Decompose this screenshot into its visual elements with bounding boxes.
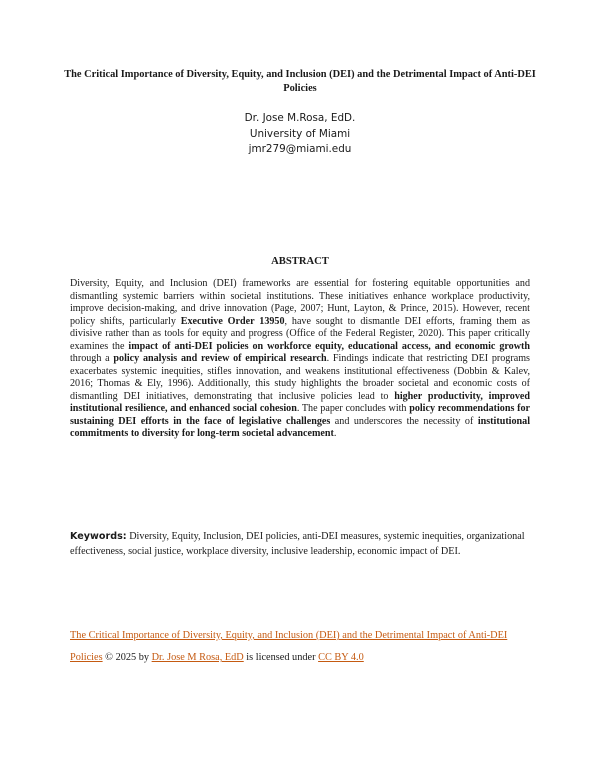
copyright-text: © 2025 by <box>102 652 152 663</box>
abstract-text: . The paper concludes with <box>296 403 410 414</box>
author-affiliation: University of Miami <box>249 127 351 140</box>
abstract-text: Diversity, Equity, and Inclusion (DEI) frameworks are essential for fostering equitable opportunities and dismantling systemic barriers within societal institutions. These initiatives enhance workplace productivity, improve decision-making, and drive innovation (Page, 2007; Hunt, Layton, & Prince, 2015). However, recent policy shifts, particularly <box>70 278 530 327</box>
licensed-under-text: is licensed under <box>243 652 319 663</box>
author-link[interactable]: Dr. Jose M Rosa, EdD <box>151 652 244 663</box>
keywords-text: Diversity, Equity, Inclusion, DEI policies, anti-DEI measures, systemic inequities, organizational effectiveness, social justice, workplace diversity, inclusive leadership, economic impact of DEI. <box>70 531 525 557</box>
abstract-text: . Findings indicate that restricting DEI programs exacerbates systemic inequities, stifles innovation, and weakens institutional effectiveness (Dobbin & Kalev, 2016; Thomas & Ely, 1996). Additionally, this study highlights the broader societal and economic costs of dismantling DEI initiatives, demonstrating that inclusive policies lead to <box>70 353 530 402</box>
abstract-emphasis: higher productivity, improved institutional resilience, and enhanced social cohesion <box>70 390 530 414</box>
abstract-text: through a <box>70 353 114 364</box>
abstract-emphasis: policy analysis and review of empirical research <box>113 353 327 364</box>
abstract-emphasis: impact of anti-DEI policies on workforce equity, educational access, and economic growth <box>128 340 530 352</box>
license-link[interactable]: CC BY 4.0 <box>318 652 364 663</box>
author-block <box>0 111 600 158</box>
abstract-text: . <box>333 428 337 439</box>
abstract-heading: ABSTRACT <box>271 256 329 267</box>
author-email: jmr279@miami.edu <box>248 143 352 155</box>
license-notice <box>70 625 540 669</box>
keywords-label: Keywords: <box>70 531 127 542</box>
abstract-text: , have sought to dismantle DEI efforts, framing them as divisive rather than as tools for equity and progress (Office of the Federal Register, 2020). This paper critically examines the <box>70 315 530 352</box>
work-title-link[interactable]: The Critical Importance of Diversity, Equity, and Inclusion (DEI) and the Detrimental Impact of Anti-DEI Policies <box>70 630 508 663</box>
paper-title: The Critical Importance of Diversity, Equity, and Inclusion (DEI) and the Detrimental Impact of Anti-DEI Policies <box>64 69 536 94</box>
abstract-emphasis: institutional commitments to diversity for long-term societal advancement <box>70 415 530 439</box>
abstract-emphasis: Executive Order 13950 <box>180 315 285 327</box>
abstract-body <box>70 278 530 441</box>
keywords-paragraph <box>70 529 530 559</box>
author-name: Dr. Jose M.Rosa, EdD. <box>244 112 356 124</box>
abstract-emphasis: policy recommendations for sustaining DEI efforts in the face of legislative challenges <box>70 403 530 427</box>
abstract-text: and underscores the necessity of <box>330 415 478 427</box>
